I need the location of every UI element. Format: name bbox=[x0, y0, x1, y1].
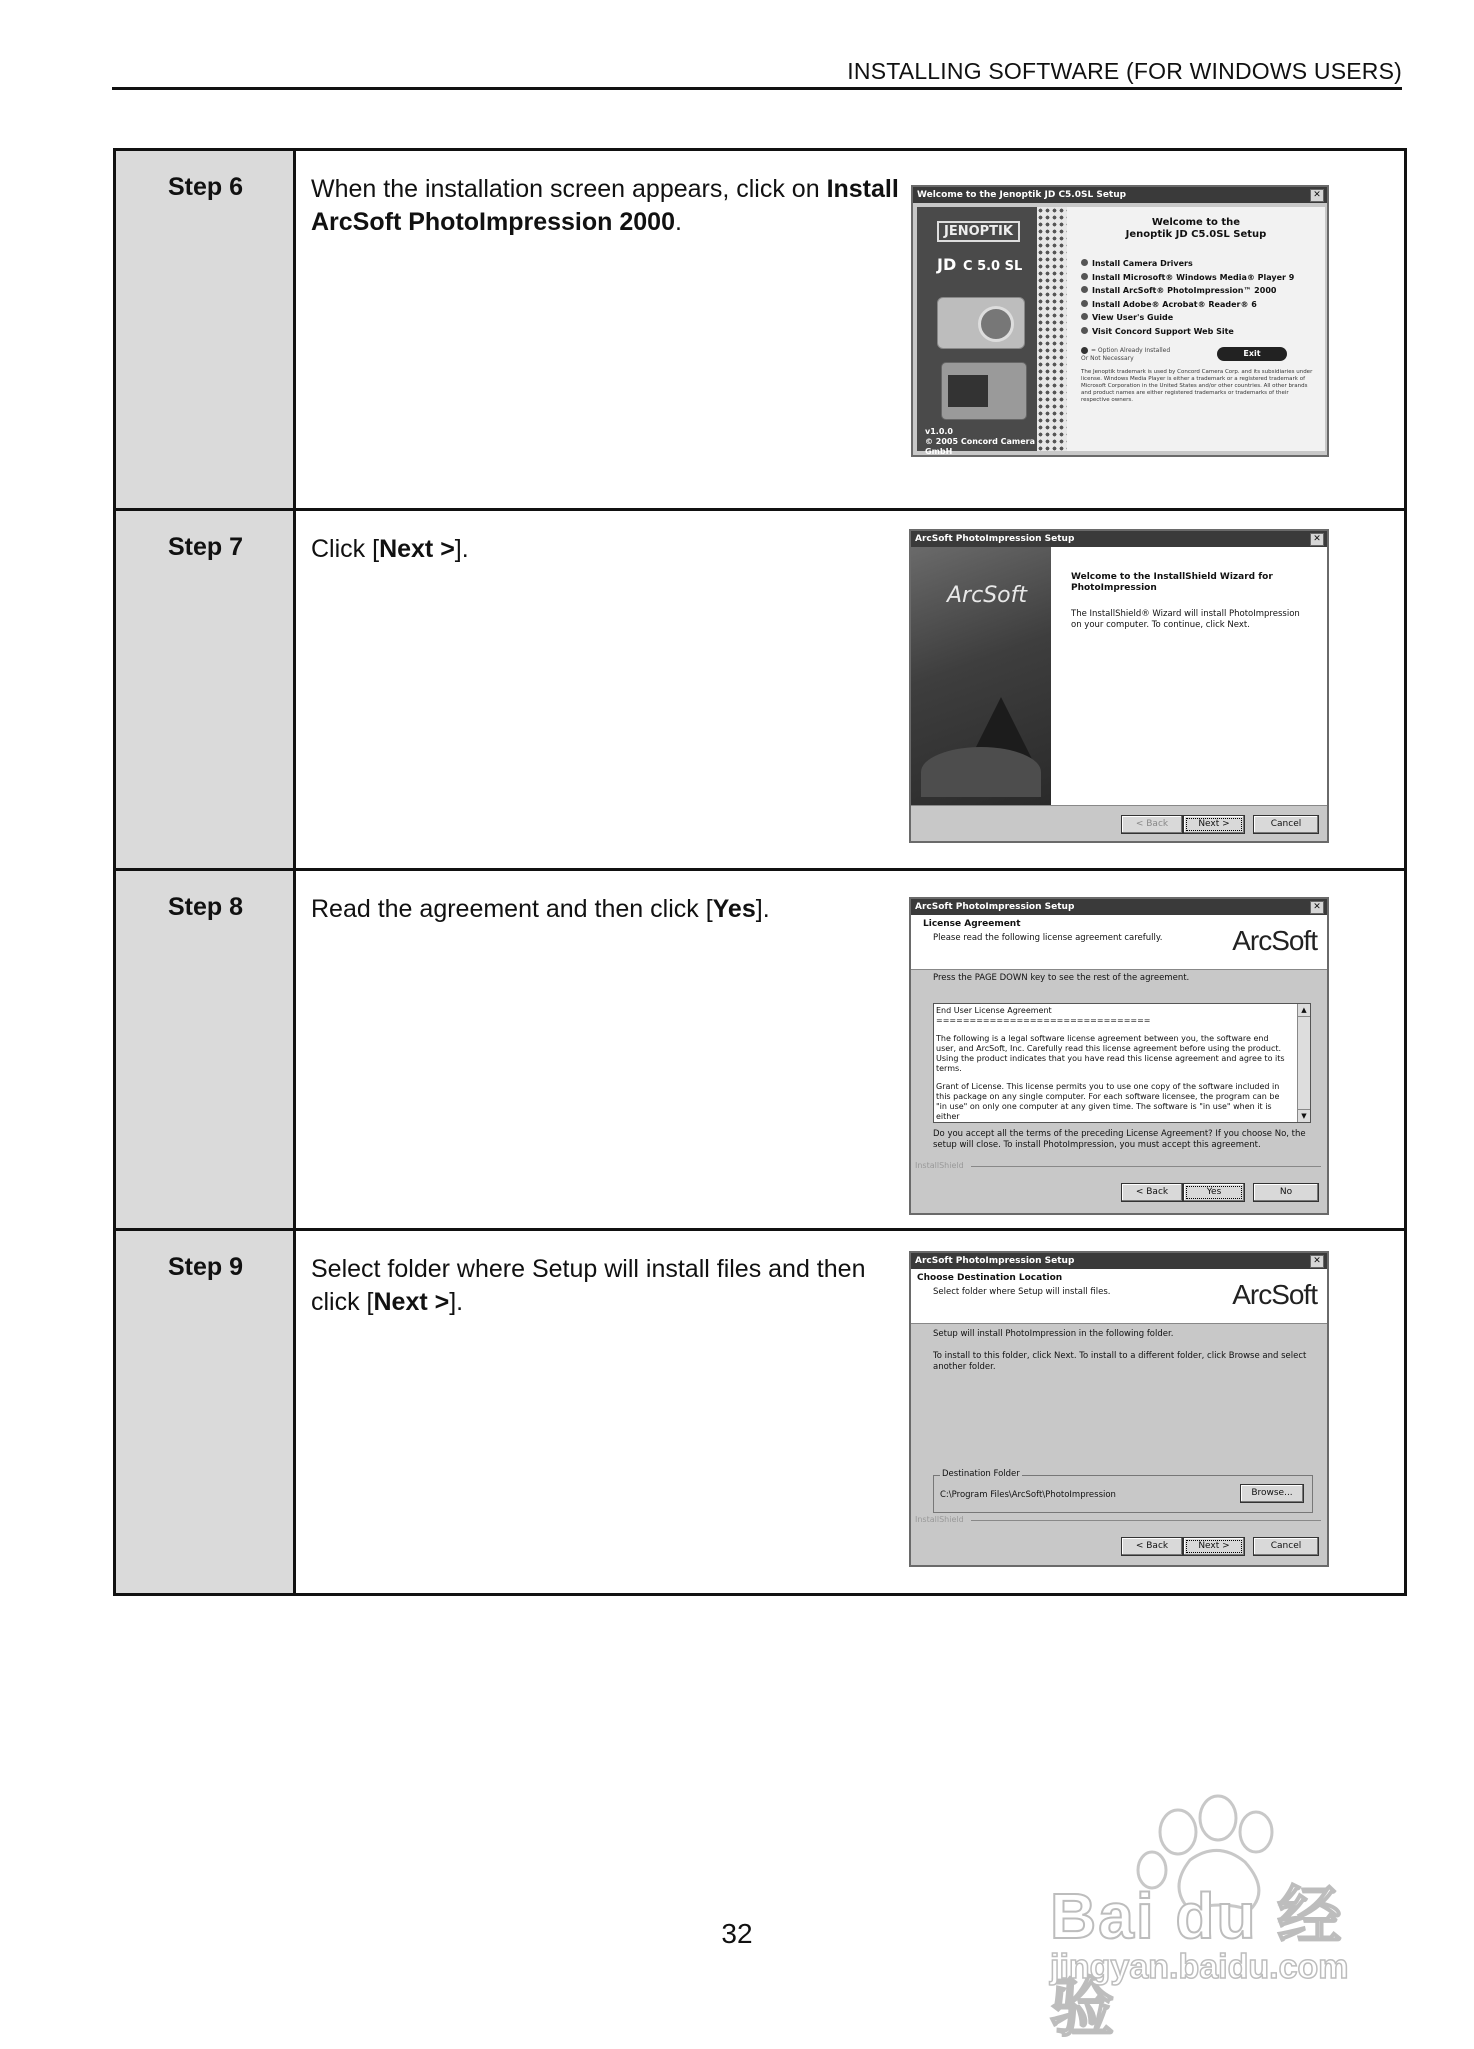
close-icon[interactable]: ✕ bbox=[1310, 901, 1324, 914]
model-prefix: JD bbox=[937, 255, 957, 274]
window-titlebar: ArcSoft PhotoImpression Setup ✕ bbox=[911, 899, 1327, 915]
window-titlebar: ArcSoft PhotoImpression Setup ✕ bbox=[911, 531, 1327, 547]
license-text-box[interactable]: End User License Agreement ================================ The following is a legal software license agreement between you, the software end user, and ArcSoft, Inc. Carefully read this license agreement before using the product. Using the product indicates that you have read this license agreement and agree to its terms. Grant of License. This license permits you to use one copy of the software included in this package on any single computer. For each software licensee, the program can be "in use" on only one computer at any given time. The software is "in use" when it is either ▲ ▼ bbox=[933, 1003, 1311, 1123]
next-button[interactable]: Next > bbox=[1183, 815, 1245, 834]
arcsoft-logo: ArcSoft bbox=[1232, 925, 1317, 956]
version-text: v1.0.0 © 2005 Concord Camera GmbH bbox=[925, 427, 1035, 456]
step-content bbox=[296, 1231, 1404, 1593]
close-icon[interactable]: ✕ bbox=[1310, 189, 1324, 202]
setup-menu-panel bbox=[1067, 207, 1325, 451]
instruction-text-end: . bbox=[674, 208, 682, 236]
scrollbar[interactable] bbox=[1297, 1004, 1310, 1122]
group-label: Destination Folder bbox=[942, 1469, 1020, 1479]
option-list bbox=[1081, 257, 1294, 338]
installshield-label: InstallShield bbox=[915, 1161, 964, 1170]
back-button[interactable]: < Back bbox=[1121, 1183, 1183, 1202]
wizard-body: The InstallShield® Wizard will install PhotoImpression on your computer. To continue, click Next. bbox=[1071, 609, 1300, 630]
close-icon[interactable]: ✕ bbox=[1310, 1255, 1324, 1268]
destination-folder-group bbox=[933, 1469, 1313, 1513]
installshield-label: InstallShield bbox=[915, 1515, 964, 1524]
install-instruction-text: To install to this folder, click Next. To install to a different folder, click Browse and select another folder. bbox=[933, 1351, 1307, 1372]
wizard-heading: Welcome to the InstallShield Wizard for PhotoImpression bbox=[1071, 572, 1273, 593]
step-row bbox=[116, 511, 1404, 871]
step-content bbox=[296, 151, 1404, 508]
back-button[interactable]: < Back bbox=[1121, 815, 1183, 834]
menu-option[interactable]: Install Adobe® Acrobat® Reader® 6 bbox=[1081, 298, 1294, 312]
disclaimer-text: The Jenoptik trademark is used by Concord Camera Corp. and its subsidiaries under license. Windows Media Player is either a trademark or a registered trademark of Microsoft Corporation in the United States and/or other countries. All other brands and product names are either registered trademarks or trademarks of their respective owners. bbox=[1081, 369, 1313, 403]
step-content bbox=[296, 511, 1404, 868]
step-label: Step 8 bbox=[116, 871, 296, 1228]
halftone-divider bbox=[1037, 207, 1067, 451]
page-down-instruction: Press the PAGE DOWN key to see the rest of the agreement. bbox=[933, 973, 1190, 983]
page-header: INSTALLING SOFTWARE (FOR WINDOWS USERS) bbox=[847, 58, 1402, 84]
header-rule bbox=[112, 87, 1402, 90]
accept-question: Do you accept all the terms of the preceding License Agreement? If you choose No, the setup will close. To install PhotoImpression, you must accept this agreement. bbox=[933, 1129, 1306, 1150]
install-location-text: Setup will install PhotoImpression in the following folder. bbox=[933, 1329, 1174, 1339]
destination-location-screenshot bbox=[909, 1251, 1329, 1567]
wizard-side-image bbox=[911, 547, 1051, 805]
baidu-brand-text: Bai du 经验 bbox=[1050, 1880, 1344, 2044]
back-button[interactable]: < Back bbox=[1121, 1537, 1183, 1556]
step-instruction: Read the agreement and then click [Yes]. bbox=[311, 895, 770, 923]
step-label: Step 9 bbox=[116, 1231, 296, 1593]
page-number: 32 bbox=[721, 1918, 753, 1949]
step-label: Step 7 bbox=[116, 511, 296, 868]
step-row bbox=[116, 151, 1404, 511]
wizard-content bbox=[1051, 547, 1327, 805]
installshield-welcome-screenshot bbox=[909, 529, 1329, 843]
camera-front-image bbox=[937, 297, 1025, 349]
destination-path: C:\Program Files\ArcSoft\PhotoImpression bbox=[940, 1490, 1116, 1500]
jenoptik-setup-screenshot bbox=[911, 185, 1329, 457]
menu-option[interactable]: Install ArcSoft® PhotoImpression™ 2000 bbox=[1081, 284, 1294, 298]
cancel-button[interactable]: Cancel bbox=[1253, 815, 1319, 834]
menu-option[interactable]: Visit Concord Support Web Site bbox=[1081, 325, 1294, 339]
step-instruction bbox=[311, 173, 911, 239]
camera-panel bbox=[917, 207, 1037, 456]
scroll-down-icon[interactable]: ▼ bbox=[1298, 1109, 1310, 1122]
legend-text: = Option Already Installed Or Not Necessary bbox=[1081, 347, 1171, 362]
model-name: C 5.0 SL bbox=[963, 259, 1023, 274]
close-icon[interactable]: ✕ bbox=[1310, 533, 1324, 546]
menu-option[interactable]: Install Microsoft® Windows Media® Player 9 bbox=[1081, 271, 1294, 285]
brand-logo: JENOPTIK bbox=[937, 221, 1020, 242]
welcome-heading: Welcome to the Jenoptik JD C5.0SL Setup bbox=[1125, 217, 1267, 240]
dialog-header bbox=[911, 1269, 1327, 1324]
next-button[interactable]: Next > bbox=[1183, 1537, 1245, 1556]
section-title: License Agreement bbox=[923, 919, 1021, 929]
window-titlebar: Welcome to the Jenoptik JD C5.0SL Setup ✕ bbox=[913, 187, 1327, 203]
dialog-header bbox=[911, 915, 1327, 970]
menu-option[interactable]: View User's Guide bbox=[1081, 311, 1294, 325]
baidu-watermark bbox=[1040, 1770, 1380, 2044]
cancel-button[interactable]: Cancel bbox=[1253, 1537, 1319, 1556]
section-subtitle: Select folder where Setup will install files. bbox=[933, 1287, 1111, 1297]
window-titlebar: ArcSoft PhotoImpression Setup ✕ bbox=[911, 1253, 1327, 1269]
arcsoft-logo: ArcSoft bbox=[1232, 1279, 1317, 1310]
step-content bbox=[296, 871, 1404, 1228]
step-instruction: Select folder where Setup will install files and then click [Next >]. bbox=[311, 1255, 866, 1316]
yes-button[interactable]: Yes bbox=[1183, 1183, 1245, 1202]
camera-back-image bbox=[941, 362, 1027, 420]
step-row bbox=[116, 871, 1404, 1231]
no-button[interactable]: No bbox=[1253, 1183, 1319, 1202]
steps-table bbox=[113, 148, 1407, 1596]
section-title: Choose Destination Location bbox=[917, 1273, 1063, 1283]
step-label: Step 6 bbox=[116, 151, 296, 508]
baidu-url-text: jingyan.baidu.com bbox=[1050, 1948, 1349, 1986]
arcsoft-logo: ArcSoft bbox=[947, 583, 1027, 608]
instruction-bold: Install ArcSoft PhotoImpression 2000 bbox=[311, 175, 899, 236]
instruction-text: When the installation screen appears, click on bbox=[311, 175, 827, 203]
browse-button[interactable]: Browse... bbox=[1240, 1484, 1304, 1503]
step-row bbox=[116, 1231, 1404, 1593]
section-subtitle: Please read the following license agreement carefully. bbox=[933, 933, 1163, 943]
exit-button[interactable]: Exit bbox=[1217, 347, 1287, 361]
step-instruction: Click [Next >]. bbox=[311, 535, 469, 563]
scroll-up-icon[interactable]: ▲ bbox=[1298, 1004, 1310, 1017]
menu-option[interactable]: Install Camera Drivers bbox=[1081, 257, 1294, 271]
license-agreement-screenshot bbox=[909, 897, 1329, 1215]
